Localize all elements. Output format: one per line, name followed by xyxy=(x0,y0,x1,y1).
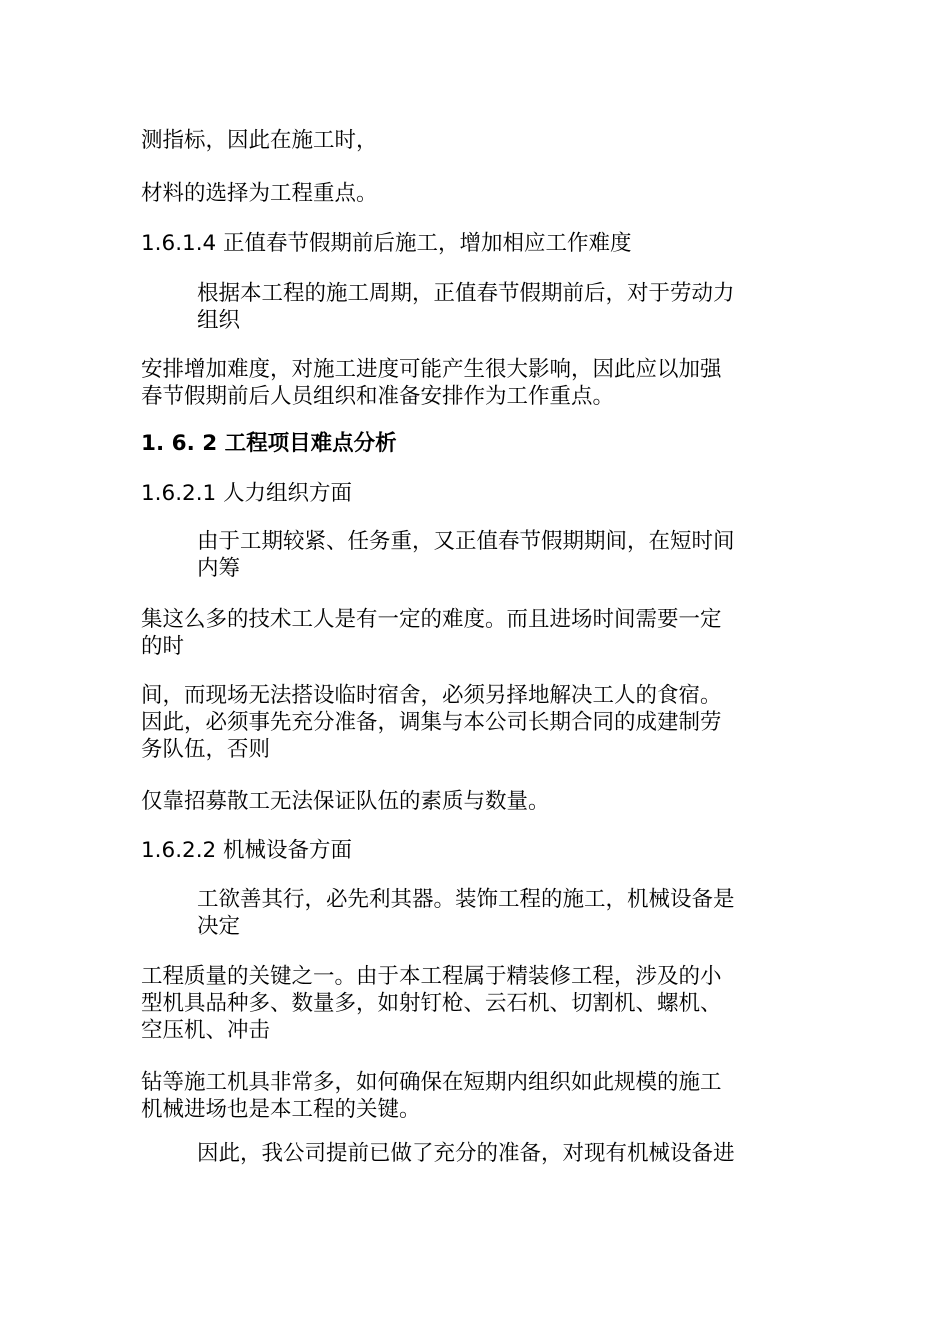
paragraph-10: 间，而现场无法搭设临时宿舍，必须另择地解决工人的食宿。 因此，必须事先充分准备，调集与本公司长期合同的成建制劳 务队伍，否则 xyxy=(141,683,722,762)
paragraph-4: 根据本工程的施工周期，正值春节假期前后，对于劳动力 组织 xyxy=(197,281,735,333)
section-heading-1-6-2: 1. 6. 2 工程项目难点分析 xyxy=(141,431,397,456)
paragraph-8: 由于工期较紧、任务重，又正值春节假期期间，在短时间 内筹 xyxy=(197,529,735,581)
section-heading-1-6-1-4: 1.6.1.4 正值春节假期前后施工，增加相应工作难度 xyxy=(141,231,632,256)
paragraph-1: 测指标，因此在施工时， xyxy=(141,128,378,153)
paragraph-9: 集这么多的技术工人是有一定的难度。而且进场时间需要一定 的时 xyxy=(141,607,722,659)
paragraph-14: 工程质量的关键之一。由于本工程属于精装修工程，涉及的小 型机具品种多、数量多，如射钉枪、云石机、切割机、螺机、 空压机、冲击 xyxy=(141,964,722,1043)
paragraph-2: 材料的选择为工程重点。 xyxy=(141,181,378,206)
paragraph-16: 因此，我公司提前已做了充分的准备，对现有机械设备进 xyxy=(197,1141,735,1166)
paragraph-11: 仅靠招募散工无法保证队伍的素质与数量。 xyxy=(141,789,550,814)
section-heading-1-6-2-1: 1.6.2.1 人力组织方面 xyxy=(141,481,353,506)
paragraph-15: 钻等施工机具非常多，如何确保在短期内组织如此规模的施工 机械进场也是本工程的关键。 xyxy=(141,1070,722,1122)
section-heading-1-6-2-2: 1.6.2.2 机械设备方面 xyxy=(141,838,353,863)
paragraph-5: 安排增加难度，对施工进度可能产生很大影响，因此应以加强 春节假期前后人员组织和准备安排作为工作重点。 xyxy=(141,357,722,409)
paragraph-13: 工欲善其行，必先利其器。装饰工程的施工，机械设备是 决定 xyxy=(197,887,735,939)
